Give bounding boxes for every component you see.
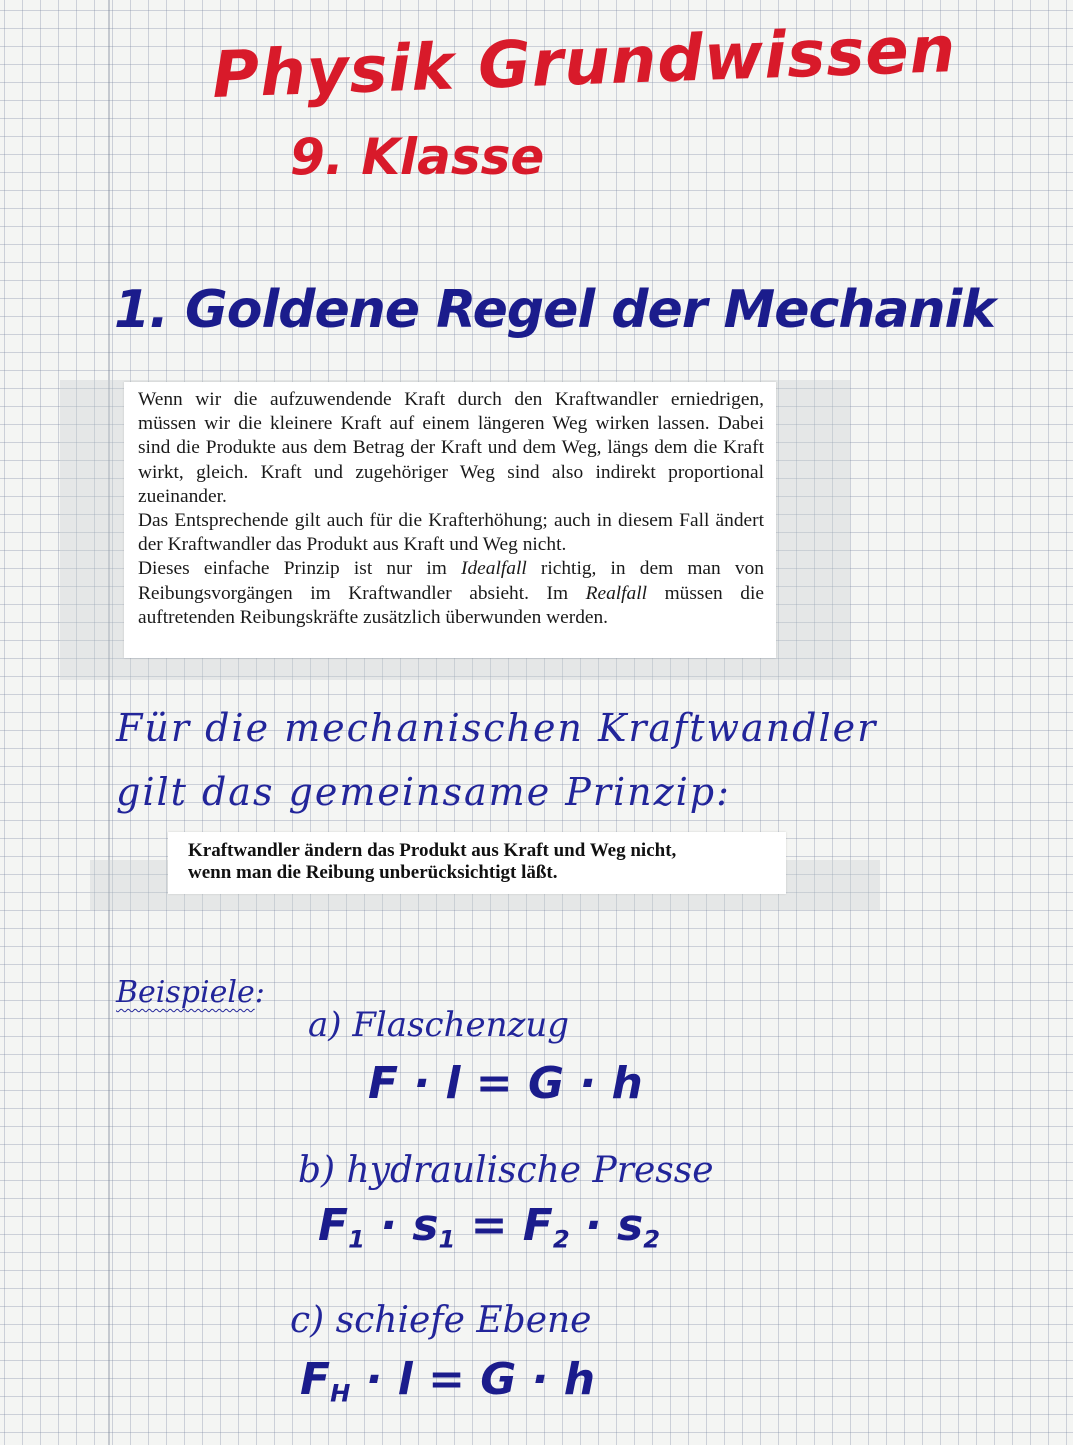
examples-label: Beispiele: [116,975,265,1010]
handwritten-line-1: Für die mechanischen Kraftwandler [116,706,878,750]
example-c-label: c) schiefe Ebene [290,1300,592,1341]
handwritten-line-2: gilt das gemeinsame Prinzip: [116,770,731,814]
clipping-1-paragraph-1: Wenn wir die aufzuwendende Kraft durch den Kraftwandler erniedrigen, müssen wir die kleinere Kraft auf einem längeren Weg wirken lassen. Dabei sind die Produkte aus dem Betrag der Kraft und dem Weg, längs dem die Kraft wirkt, gleich. Kraft und zugehöriger Weg sind also indirekt proportional zueinander. [138,389,764,507]
page-title: Physik Grundwissen [210,13,958,113]
example-a-label: a) Flaschenzug [308,1005,570,1045]
notebook-margin-line [108,0,110,1445]
clipping-2-line-1: Kraftwandler ändern das Produkt aus Kraft und Weg nicht, [188,840,677,861]
text-clipping-1 [124,382,776,658]
realfall-term: Realfall [585,582,648,604]
text-clipping-2 [168,832,786,894]
example-b-formula: $F_1 \cdot s_1 = F_2 \cdot s_2$ [318,1200,661,1254]
clipping-1-paragraph-3: Dieses einfache Prinzip ist nur im Idealfall richtig, in dem man von Reibungsvorgängen im Kraftwandler absieht. Im Realfall müssen die auftretenden Reibungskräfte zusätzlich überwunden werden. [138,558,764,628]
clipping-1-paragraph-2: Das Entsprechende gilt auch für die Krafterhöhung; auch in diesem Fall ändert der Kraftwandler das Produkt aus Kraft und Weg nicht. [138,510,764,556]
example-c-formula: $F_H \cdot l = G \cdot h$ [300,1354,596,1408]
example-a-formula: F · l = G · h [368,1058,643,1109]
page-subtitle: 9. Klasse [290,128,545,186]
example-b-label: b) hydraulische Presse [298,1150,714,1191]
idealfall-term: Idealfall [461,558,527,580]
clipping-2-line-2: wenn man die Reibung unberücksichtigt läßt. [188,862,558,883]
section-heading: 1. Goldene Regel der Mechanik [114,280,995,340]
